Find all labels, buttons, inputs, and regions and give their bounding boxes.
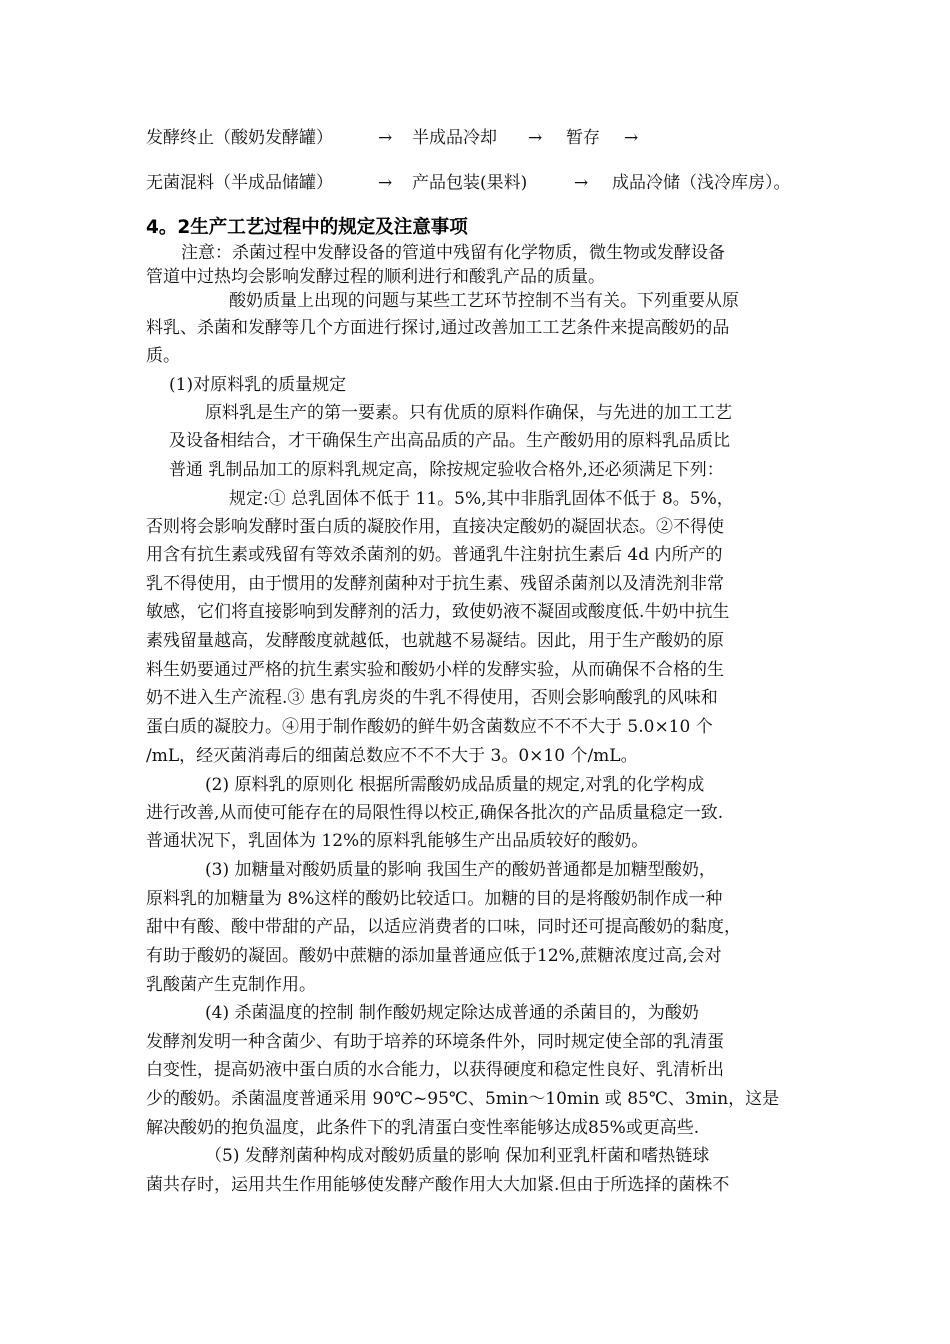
- text-line: 普通 乳制品加工的原料乳规定高，除按规定验收合格外,还必须满足下列：: [169, 460, 724, 480]
- flow-arrow: →: [378, 173, 393, 193]
- flow-arrow: →: [528, 128, 543, 148]
- text-line: 规定:① 总乳固体不低于 11。5%,其中非脂乳固体不低于 8。5%，: [229, 489, 734, 509]
- text-line: (2) 原料乳的原则化 根据所需酸奶成品质量的规定,对乳的化学构成: [205, 775, 705, 795]
- text-line: 菌共存时，运用共生作用能够使发酵产酸作用大大加紧.但由于所选择的菌株不: [146, 1175, 730, 1195]
- text-line: 解决酸奶的抱负温度，此条件下的乳清蛋白变性率能够达成85%或更高些.: [146, 1118, 700, 1138]
- text-line: 料乳、杀菌和发酵等几个方面进行探讨,通过改善加工工艺条件来提高酸奶的品: [146, 318, 730, 338]
- text-line: 乳不得使用，由于惯用的发酵剂菌种对于抗生素、残留杀菌剂以及清洗剂非常: [146, 574, 724, 594]
- process-flow-row-1: [146, 124, 846, 152]
- flow-arrow: →: [574, 173, 589, 193]
- text-line: /mL，经灭菌消毒后的细菌总数应不不不大于 3。0×10 个/mL。: [146, 746, 638, 766]
- text-line: 少的酸奶。杀菌温度普通采用 90℃~95℃、5min～10min 或 85℃、3min，这是: [146, 1089, 780, 1109]
- text-line: 及设备相结合，才干确保生产出高品质的产品。生产酸奶用的原料乳品质比: [169, 431, 730, 451]
- text-line: 注意：杀菌过程中发酵设备的管道中残留有化学物质，微生物或发酵设备: [181, 243, 725, 263]
- text-line: 用含有抗生素或残留有等效杀菌剂的奶。普通乳牛注射抗生素后 4d 内所产的: [146, 545, 723, 565]
- flow-arrow: →: [378, 128, 393, 148]
- text-line: 原料乳是生产的第一要素。只有优质的原料作确保，与先进的加工工艺: [205, 403, 732, 423]
- flow-step: 产品包装(果料): [412, 173, 528, 193]
- flow-arrow: →: [624, 128, 639, 148]
- text-line: 甜中有酸、酸中带甜的产品，以适应消费者的口味，同时还可提高酸奶的黏度，: [146, 917, 741, 937]
- text-line: 发酵剂发明一种含菌少、有助于培养的环境条件外，同时规定使全部的乳清蛋: [146, 1032, 724, 1052]
- text-line: (1)对原料乳的质量规定: [169, 375, 347, 395]
- text-line: 酸奶质量上出现的问题与某些工艺环节控制不当有关。下列重要从原: [229, 291, 739, 311]
- flow-step: 暂存: [566, 128, 600, 148]
- flow-step: 发酵终止（酸奶发酵罐）: [146, 128, 333, 148]
- text-line: 敏感，它们将直接影响到发酵剂的活力，致使奶液不凝固或酸度低.牛奶中抗生: [146, 602, 730, 622]
- text-line: 素残留量越高，发酵酸度就越低，也就越不易凝结。因此，用于生产酸奶的原: [146, 631, 724, 651]
- section-heading: 4。2生产工艺过程中的规定及注意事项: [146, 217, 468, 238]
- text-line: （5) 发酵剂菌种构成对酸奶质量的影响 保加利亚乳杆菌和嗜热链球: [205, 1146, 710, 1166]
- text-line: 奶不进入生产流程.③ 患有乳房炎的牛乳不得使用，否则会影响酸乳的风味和: [146, 688, 718, 708]
- text-line: 否则将会影响发酵时蛋白质的凝胶作用，直接决定酸奶的凝固状态。②不得使: [146, 517, 724, 537]
- text-line: (4) 杀菌温度的控制 制作酸奶规定除达成普通的杀菌目的，为酸奶: [205, 1003, 699, 1023]
- text-line: 原料乳的加糖量为 8%这样的酸奶比较适口。加糖的目的是将酸奶制作成一种: [146, 889, 723, 909]
- flow-step: 成品冷储（浅冷库房）。: [612, 173, 791, 193]
- text-line: 料生奶要通过严格的抗生素实验和酸奶小样的发酵实验，从而确保不合格的生: [146, 660, 724, 680]
- text-line: 乳酸菌产生克制作用。: [146, 975, 316, 995]
- text-line: (3) 加糖量对酸奶质量的影响 我国生产的酸奶普通都是加糖型酸奶，: [205, 860, 716, 880]
- text-line: 普通状况下，乳固体为 12%的原料乳能够生产出品质较好的酸奶。: [146, 831, 649, 851]
- text-line: 有助于酸奶的凝固。酸奶中蔗糖的添加量普通应低于12%,蔗糖浓度过高,会对: [146, 946, 722, 966]
- text-line: 进行改善,从而使可能存在的局限性得以校正,确保各批次的产品质量稳定一致.: [146, 803, 724, 823]
- flow-step: 半成品冷却: [412, 128, 497, 148]
- process-flow-row-2: [146, 169, 846, 197]
- text-line: 白变性，提高奶液中蛋白质的水合能力，以获得硬度和稳定性良好、乳清析出: [146, 1060, 724, 1080]
- text-line: 蛋白质的凝胶力。④用于制作酸奶的鲜牛奶含菌数应不不不大于 5.0×10 个: [146, 717, 713, 737]
- text-line: 管道中过热均会影响发酵过程的顺利进行和酸乳产品的质量。: [146, 267, 605, 287]
- flow-step: 无菌混料（半成品储罐）: [146, 173, 333, 193]
- text-line: 质。: [146, 346, 180, 366]
